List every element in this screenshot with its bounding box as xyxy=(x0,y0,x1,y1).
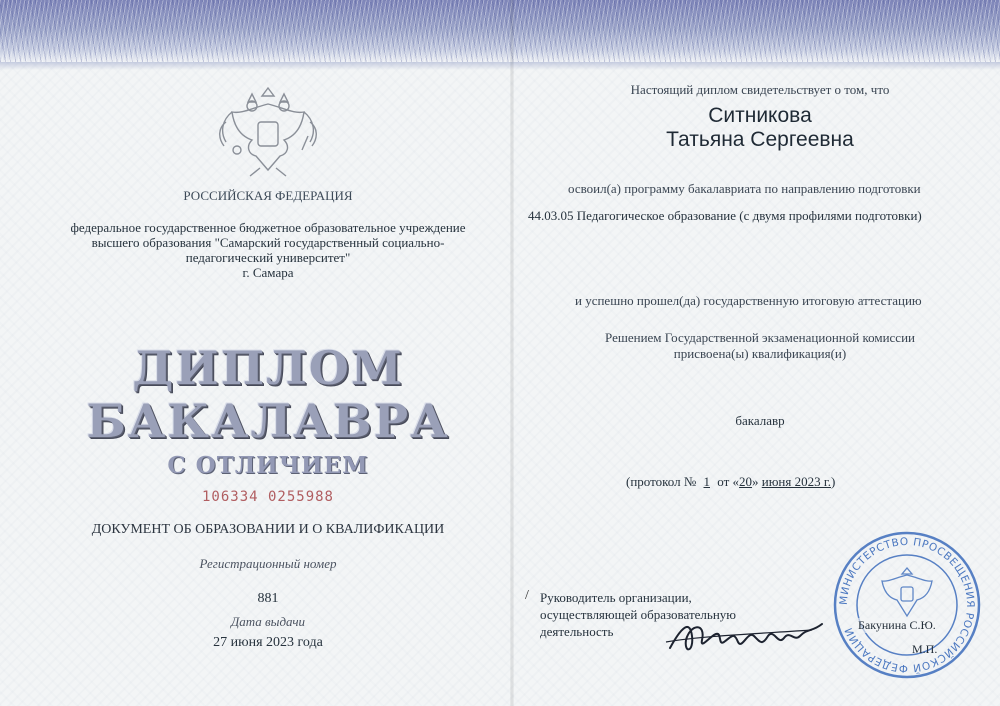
graduate-name: Татьяна Сергеевна xyxy=(666,128,854,151)
band-fade xyxy=(0,62,1000,70)
stamp-place-label: М.П. xyxy=(912,642,938,656)
protocol-date: июня 2023 г. xyxy=(761,474,831,489)
issue-date-value: 27 июня 2023 года xyxy=(213,635,323,650)
program-intro: освоил(а) программу бакалавриата по направлению подготовки xyxy=(568,181,921,196)
attestation-text: и успешно прошел(да) государственную итоговую аттестацию xyxy=(575,293,922,308)
protocol-number: 1 xyxy=(703,474,710,489)
qualification-assigned: присвоена(ы) квалификация(и) xyxy=(673,346,847,361)
honors-label: С ОТЛИЧИЕМ xyxy=(167,452,369,479)
svg-text:МИНИСТЕРСТВО ПРОСВЕЩЕНИЯ РОССИ xyxy=(838,536,976,675)
document-type: ДОКУМЕНТ ОБ ОБРАЗОВАНИИ И О КВАЛИФИКАЦИИ xyxy=(91,522,445,537)
coat-of-arms-emblem xyxy=(212,74,324,186)
protocol-prefix: (протокол № xyxy=(626,474,697,489)
institution-city: г. Самара xyxy=(242,265,294,280)
institution-line-1: федеральное государственное бюджетное образовательное учреждение xyxy=(70,220,466,235)
institution-line-3: педагогический университет" xyxy=(185,250,351,265)
protocol-line xyxy=(626,474,835,490)
handwritten-signature xyxy=(662,606,832,666)
margin-mark: / xyxy=(525,588,529,603)
protocol-mid: » xyxy=(752,474,759,489)
commission-decision: Решением Государственной экзаменационной комиссии xyxy=(605,330,915,345)
protocol-day: 20 xyxy=(739,474,753,489)
head-label-line-1: Руководитель организации, xyxy=(540,590,692,605)
issue-date-label: Дата выдачи xyxy=(230,614,306,629)
intro-text: Настоящий диплом свидетельствует о том, что xyxy=(630,82,890,97)
protocol-ot: от « xyxy=(717,474,740,489)
guilloche-band xyxy=(0,0,1000,62)
program-name: 44.03.05 Педагогическое образование (с двумя профилями подготовки) xyxy=(528,208,922,223)
graduate-surname: Ситникова xyxy=(708,104,812,127)
head-label-line-2: осуществляющей образовательную xyxy=(540,607,736,622)
institution-line-2: высшего образования "Самарский государственный социально- xyxy=(91,235,445,250)
registration-label: Регистрационный номер xyxy=(199,556,337,571)
serial-number: 106334 0255988 xyxy=(201,489,334,505)
qualification-value: бакалавр xyxy=(735,413,785,428)
head-label-line-3: деятельность xyxy=(540,624,614,639)
signer-name: Бакунина С.Ю. xyxy=(858,618,936,632)
diploma-title-line-2: БАКАЛАВРА xyxy=(86,394,450,448)
country-name: РОССИЙСКАЯ ФЕДЕРАЦИЯ xyxy=(183,188,353,203)
seal-ring-text: МИНИСТЕРСТВО ПРОСВЕЩЕНИЯ РОССИЙСКОЙ ФЕДЕРАЦИИ xyxy=(837,535,977,675)
diploma-title-line-1: ДИПЛОМ xyxy=(132,341,404,395)
official-seal-stamp xyxy=(832,530,982,680)
protocol-suffix: ) xyxy=(831,474,836,489)
registration-number: 881 xyxy=(257,591,279,606)
